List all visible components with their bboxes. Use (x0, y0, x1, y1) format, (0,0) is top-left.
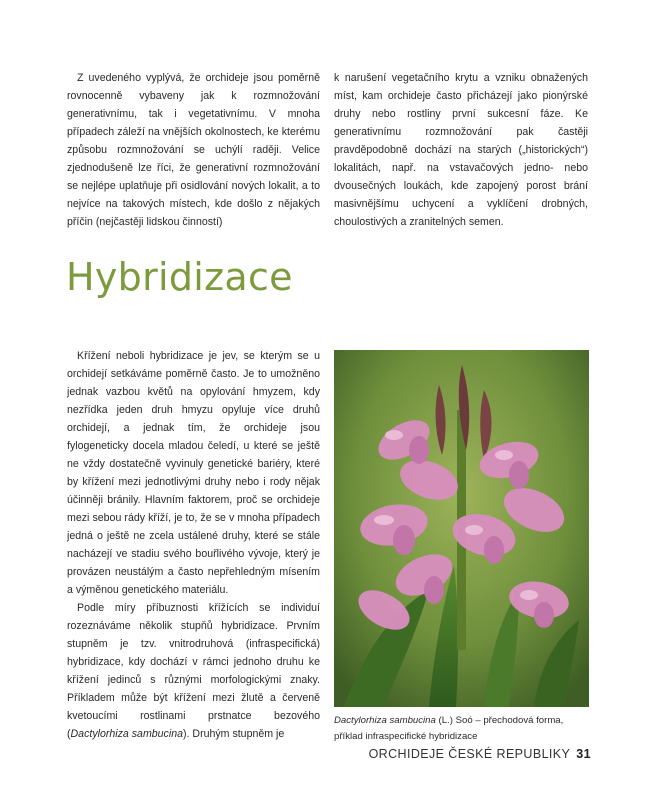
species-name: Dactylorhiza sambucina (70, 728, 183, 740)
body-text-column (67, 347, 320, 743)
body-paragraph-2 (67, 599, 320, 743)
top-right-paragraph: k narušení vegetačního krytu a vzniku obnažených míst, kam orchideje často přicházejí jako pionýrské druhy nebo rostliny první sukcesní fáze. Ke generativnímu rozmnožování pak častěji pravděpodobně dochází na starých („historických“) lokalitách, např. na vstavačových jedno- nebo dvousečných loukách, kde zapojený porost brání masivnějšímu uchycení a vyklíčení drobných, choulostivých a zranitelných semen. (334, 72, 588, 228)
photo-caption (334, 713, 590, 745)
section-heading: Hybridizace (66, 255, 293, 299)
caption-text: (L.) Soó – přechodová forma, příklad infraspecifické hybridizace (334, 715, 564, 742)
top-left-paragraph: Z uvedeného vyplývá, že orchideje jsou poměrně rovnocenně vybaveny jak k rozmnožování generativnímu, tak i vegetativnímu. V mnoha případech záleží na vnějších okolnostech, ke kterému způsobu rozmnožování se uchýlí raději. Velice zjednodušeně lze říci, že generativní rozmnožování se nejlépe uplatňuje při osidlování nových lokalit, a to nejvíce na takových místech, kde došlo z nějakých příčin (nejčastěji lidskou činností) (67, 72, 320, 228)
page-number: 31 (576, 747, 591, 761)
footer-title: ORCHIDEJE ČESKÉ REPUBLIKY (368, 747, 571, 761)
caption-species: Dactylorhiza sambucina (334, 715, 436, 726)
body-paragraph-2-end: ). Druhým stupněm je (183, 728, 285, 740)
orchid-photo (334, 350, 589, 707)
body-paragraph-1: Křížení neboli hybridizace je jev, se kterým se u orchidejí setkáváme poměrně často. Je to umožněno jednak vazbou květů na opylování hmyzem, kdy nezřídka jeden druh hmyzu opyluje více druhů orchidejí, a jednak tím, že orchideje jsou fylogeneticky docela mladou čeledí, u které se ještě ne vždy dostatečně vyvinuly genetické bariéry, které by křížení mezi jednotlivými druhy nebo i rody nějak účinněji bránily. Hlavním faktorem, proč se orchideje mezi sebou rády kříží, je to, že se v mnoha případech jedná o ještě ne zcela ustálené druhy, které se stále nacházejí ve stadiu svého bouřlivého vývoje, který je provázen neustálým a často nepřehledným mísením a výměnou genetického materiálu. (67, 350, 320, 596)
page-footer (369, 747, 591, 761)
body-paragraph-2-start: Podle míry příbuznosti křížících se individuí rozeznáváme několik stupňů hybridizace. Prvním stupněm je tzv. vnitrodruhová (infraspecifická) hybridizace, kdy dochází v rámci jednoho druhu ke křížení jedinců s různými morfologickými znaky. Příkladem může být křížení mezi žlutě a červeně kvetoucími rostlinami prstnatce bezového ( (67, 602, 320, 740)
